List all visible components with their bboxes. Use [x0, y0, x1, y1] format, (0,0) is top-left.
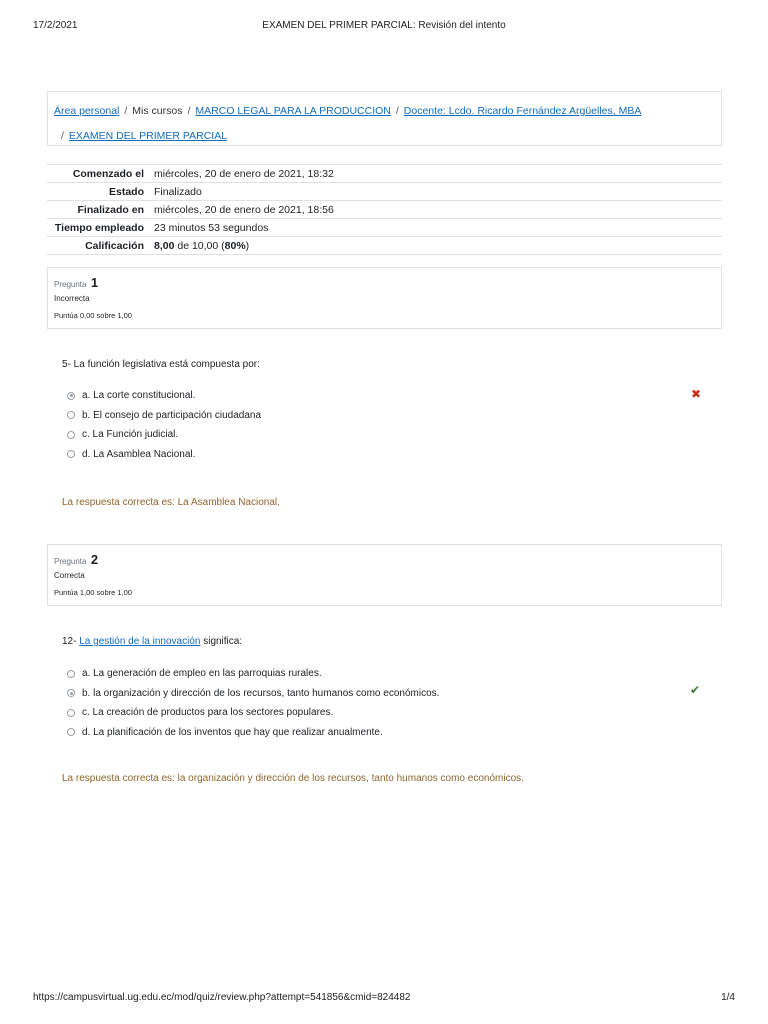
summary-value: 23 minutos 53 segundos [154, 221, 269, 234]
answer-option[interactable] [67, 406, 717, 426]
answer-text: b. El consejo de participación ciudadana [82, 409, 262, 421]
breadcrumb-course-link[interactable]: MARCO LEGAL PARA LA PRODUCCION [195, 105, 391, 117]
summary-row [47, 219, 722, 237]
breadcrumb-my-courses: Mis cursos [132, 105, 183, 117]
grade-percent: 80% [224, 239, 246, 252]
question-number: 1 [90, 275, 99, 290]
radio-icon[interactable] [67, 728, 75, 736]
summary-row [47, 183, 722, 201]
answer-option[interactable] [67, 664, 717, 684]
radio-selected-icon[interactable] [67, 689, 75, 697]
summary-label: Estado [108, 185, 144, 198]
summary-label: Tiempo empleado [54, 221, 144, 234]
print-url: https://campusvirtual.ug.edu.ec/mod/quiz/review.php?attempt=541856&cmid=824482 [33, 992, 411, 1003]
glossary-link[interactable]: La gestión de la innovación [79, 636, 201, 647]
question-1-answers [67, 386, 717, 464]
radio-selected-icon[interactable] [67, 392, 75, 400]
question-2-feedback: La respuesta correcta es: la organización y dirección de los recursos, tanto humanos como económicos. [62, 773, 524, 784]
radio-icon[interactable] [67, 411, 75, 419]
radio-icon[interactable] [67, 709, 75, 717]
breadcrumb [47, 91, 722, 146]
grade-value [150, 237, 722, 255]
summary-row [47, 201, 722, 219]
incorrect-cross-icon: ✖ [691, 387, 702, 401]
summary-value: miércoles, 20 de enero de 2021, 18:56 [154, 203, 334, 216]
summary-value: miércoles, 20 de enero de 2021, 18:32 [154, 167, 334, 180]
breadcrumb-separator: / [124, 105, 128, 117]
summary-row [47, 165, 722, 183]
answer-text: a. La corte constitucional. [82, 390, 196, 402]
answer-option[interactable] [67, 723, 717, 743]
print-page-number: 1/4 [721, 992, 735, 1003]
question-state: Incorrecta [54, 294, 90, 303]
breadcrumb-quiz-link[interactable]: EXAMEN DEL PRIMER PARCIAL [68, 130, 228, 142]
grade-score: 8,00 [154, 239, 175, 252]
question-2-info [47, 544, 722, 606]
question-1-feedback: La respuesta correcta es: La Asamblea Nacional. [62, 497, 280, 508]
question-text-suffix: significa: [200, 636, 243, 647]
answer-option[interactable] [67, 684, 717, 704]
answer-option[interactable] [67, 425, 717, 445]
answer-option[interactable] [67, 445, 717, 465]
print-footer [0, 992, 768, 1006]
question-label: Pregunta [54, 557, 87, 566]
radio-icon[interactable] [67, 431, 75, 439]
radio-icon[interactable] [67, 450, 75, 458]
question-number: 2 [90, 552, 99, 567]
grade-middle: de 10,00 ( [174, 239, 225, 252]
question-1-text: 5- La función legislativa está compuesta por: [62, 359, 260, 370]
correct-check-icon: ✔ [690, 683, 701, 697]
print-header [0, 20, 768, 34]
attempt-summary-table [47, 164, 722, 255]
breadcrumb-teacher-link[interactable]: Docente: Lcdo. Ricardo Fernández Argüelles, MBA [403, 105, 642, 117]
breadcrumb-separator: / [395, 105, 399, 117]
breadcrumb-separator: / [187, 105, 191, 117]
answer-text: d. La planificación de los inventos que hay que realizar anualmente. [82, 726, 383, 738]
question-2-text [62, 636, 242, 647]
answer-text: b. la organización y dirección de los recursos, tanto humanos como económicos. [82, 687, 440, 699]
answer-text: d. La Asamblea Nacional. [82, 448, 196, 460]
summary-value: Finalizado [154, 185, 202, 198]
question-text-prefix: 12- [62, 636, 80, 647]
question-state: Correcta [54, 571, 85, 580]
answer-option[interactable] [67, 703, 717, 723]
question-2-answers [67, 664, 717, 742]
answer-option[interactable] [67, 386, 717, 406]
breadcrumb-home-link[interactable]: Área personal [54, 105, 120, 117]
breadcrumb-separator: / [61, 130, 64, 142]
summary-row-grade [47, 237, 722, 255]
question-label: Pregunta [54, 280, 87, 289]
print-date: 17/2/2021 [33, 20, 78, 31]
grade-label: Calificación [85, 239, 144, 252]
print-title: EXAMEN DEL PRIMER PARCIAL: Revisión del intento [262, 20, 506, 31]
question-1-info [47, 267, 722, 329]
answer-text: c. La creación de productos para los sectores populares. [82, 707, 334, 719]
summary-label: Comenzado el [72, 167, 144, 180]
question-mark: Puntúa 1,00 sobre 1,00 [54, 588, 132, 597]
grade-end: ) [245, 239, 250, 252]
answer-text: c. La Función judicial. [82, 429, 179, 441]
question-mark: Puntúa 0,00 sobre 1,00 [54, 311, 132, 320]
radio-icon[interactable] [67, 670, 75, 678]
answer-text: a. La generación de empleo en las parroquias rurales. [82, 668, 322, 680]
summary-label: Finalizado en [77, 203, 144, 216]
